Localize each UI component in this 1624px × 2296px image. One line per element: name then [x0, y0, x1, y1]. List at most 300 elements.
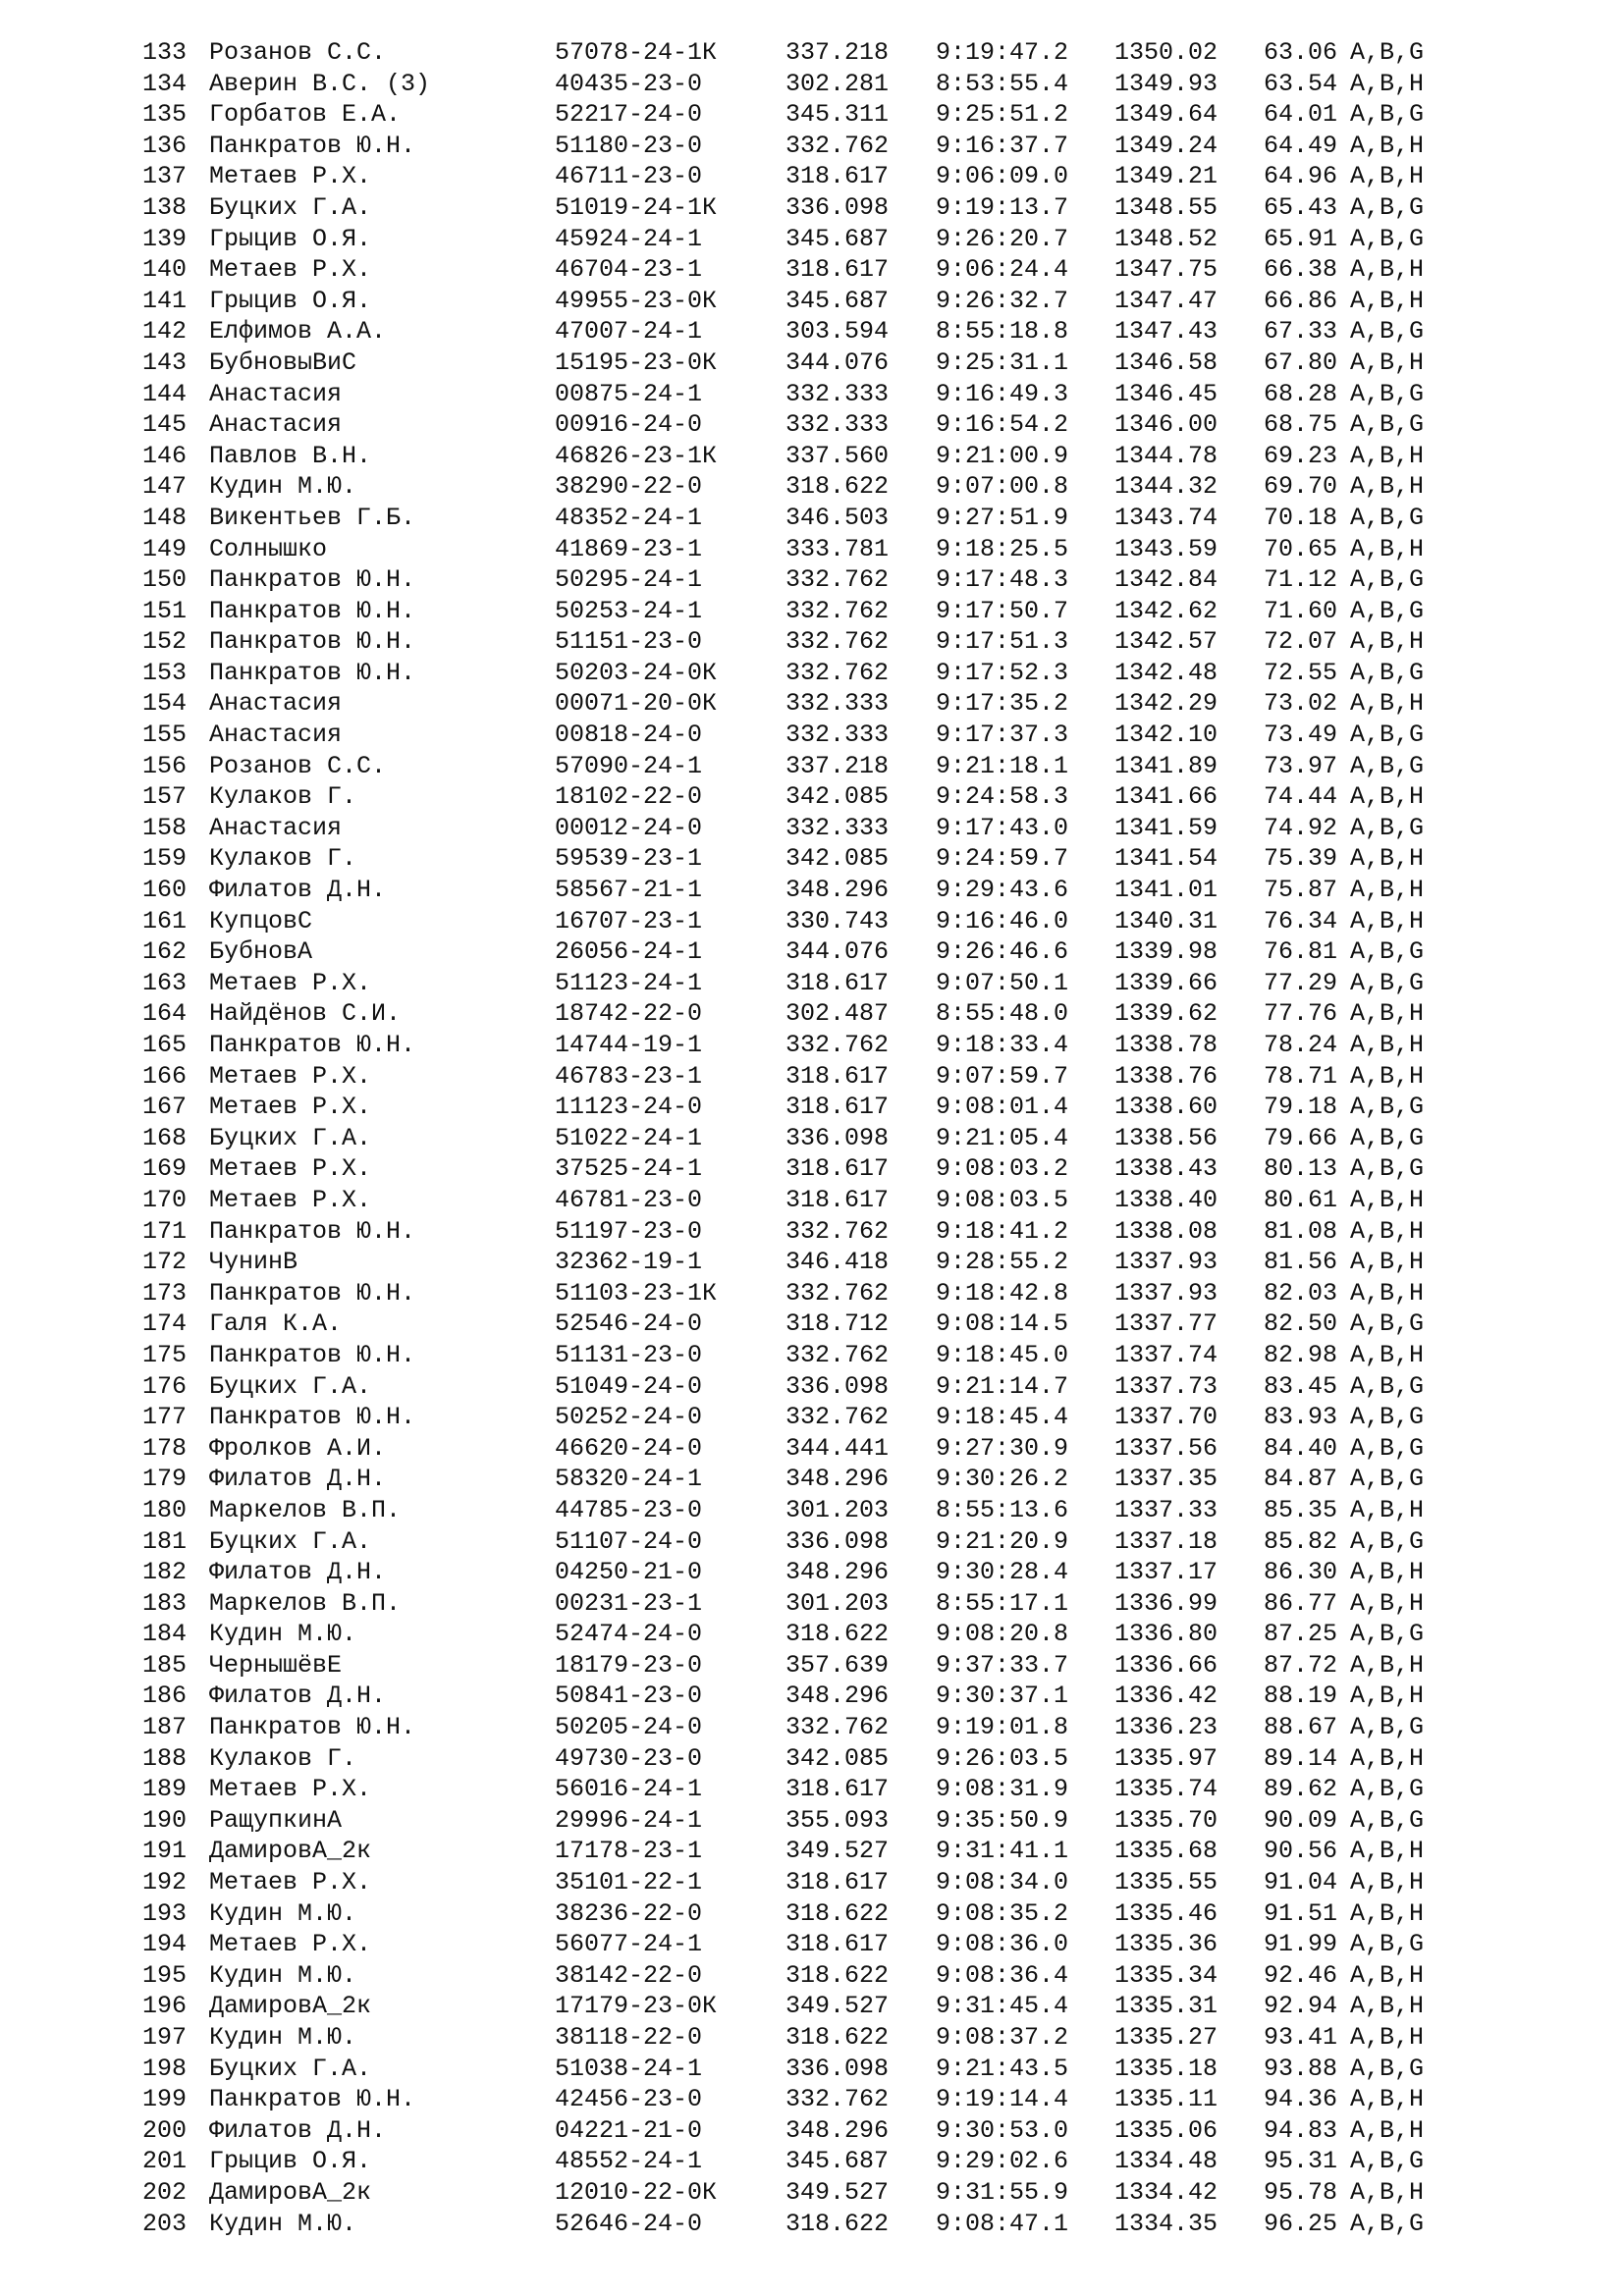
- speed-cell: 1337.70: [1114, 1403, 1218, 1432]
- name-cell: Кудин М.Ю.: [209, 1960, 357, 1990]
- position-cell: 178: [142, 1433, 188, 1463]
- position-cell: 171: [142, 1216, 188, 1246]
- ring-number-cell: 52474-24-0: [555, 1620, 703, 1649]
- points-cell: 87.25: [1264, 1620, 1338, 1649]
- category-cell: A,B,H: [1350, 2177, 1425, 2207]
- ring-number-cell: 18742-22-0: [555, 999, 703, 1029]
- name-cell: Метаев Р.Х.: [209, 1930, 372, 1959]
- name-cell: БубновА: [209, 937, 313, 967]
- points-cell: 74.92: [1264, 813, 1338, 842]
- category-cell: A,B,G: [1350, 1713, 1425, 1742]
- category-cell: A,B,G: [1350, 192, 1425, 222]
- speed-cell: 1347.47: [1114, 286, 1218, 315]
- name-cell: КупцовС: [209, 906, 313, 935]
- speed-cell: 1348.55: [1114, 192, 1218, 222]
- points-cell: 78.24: [1264, 1031, 1338, 1059]
- name-cell: Филатов Д.Н.: [209, 1558, 387, 1587]
- distance-cell: 318.617: [785, 1775, 890, 1804]
- points-cell: 82.50: [1264, 1309, 1338, 1339]
- time-cell: 9:08:03.5: [936, 1185, 1069, 1214]
- time-cell: 9:08:20.8: [936, 1620, 1069, 1649]
- points-cell: 65.91: [1264, 224, 1338, 253]
- points-cell: 81.56: [1264, 1248, 1338, 1277]
- category-cell: A,B,H: [1350, 1837, 1425, 1866]
- speed-cell: 1338.76: [1114, 1061, 1218, 1091]
- distance-cell: 332.762: [785, 565, 890, 595]
- points-cell: 79.66: [1264, 1123, 1338, 1152]
- ring-number-cell: 17179-23-0К: [555, 1992, 718, 2021]
- ring-number-cell: 51123-24-1: [555, 968, 703, 997]
- name-cell: Филатов Д.Н.: [209, 1465, 387, 1494]
- category-cell: A,B,H: [1350, 347, 1425, 377]
- name-cell: Найдёнов С.И.: [209, 999, 402, 1029]
- position-cell: 191: [142, 1837, 188, 1866]
- ring-number-cell: 26056-24-1: [555, 937, 703, 967]
- points-cell: 81.08: [1264, 1216, 1338, 1246]
- position-cell: 136: [142, 131, 188, 160]
- points-cell: 94.36: [1264, 2085, 1338, 2114]
- distance-cell: 318.617: [785, 1930, 890, 1959]
- category-cell: A,B,G: [1350, 596, 1425, 625]
- category-cell: A,B,G: [1350, 1123, 1425, 1152]
- category-cell: A,B,G: [1350, 1620, 1425, 1649]
- time-cell: 9:19:47.2: [936, 38, 1069, 67]
- name-cell: Панкратов Ю.Н.: [209, 2085, 416, 2114]
- category-cell: A,B,H: [1350, 627, 1425, 657]
- time-cell: 9:29:43.6: [936, 876, 1069, 905]
- category-cell: A,B,H: [1350, 1650, 1425, 1680]
- category-cell: A,B,H: [1350, 1061, 1425, 1091]
- ring-number-cell: 00012-24-0: [555, 813, 703, 842]
- speed-cell: 1349.21: [1114, 162, 1218, 191]
- ring-number-cell: 48352-24-1: [555, 503, 703, 532]
- name-cell: Галя К.А.: [209, 1309, 343, 1339]
- position-cell: 179: [142, 1465, 188, 1494]
- speed-cell: 1337.74: [1114, 1340, 1218, 1369]
- speed-cell: 1341.54: [1114, 844, 1218, 874]
- distance-cell: 318.617: [785, 255, 890, 285]
- position-cell: 172: [142, 1248, 188, 1277]
- name-cell: Кудин М.Ю.: [209, 2023, 357, 2052]
- name-cell: Кудин М.Ю.: [209, 1898, 357, 1928]
- points-cell: 82.03: [1264, 1278, 1338, 1308]
- speed-cell: 1336.80: [1114, 1620, 1218, 1649]
- time-cell: 9:18:42.8: [936, 1278, 1069, 1308]
- time-cell: 9:21:18.1: [936, 751, 1069, 780]
- distance-cell: 332.762: [785, 1713, 890, 1742]
- time-cell: 9:07:50.1: [936, 968, 1069, 997]
- speed-cell: 1335.97: [1114, 1743, 1218, 1773]
- points-cell: 75.39: [1264, 844, 1338, 874]
- speed-cell: 1335.70: [1114, 1805, 1218, 1835]
- points-cell: 64.49: [1264, 131, 1338, 160]
- category-cell: A,B,G: [1350, 1775, 1425, 1804]
- points-cell: 72.55: [1264, 658, 1338, 687]
- time-cell: 9:08:47.1: [936, 2209, 1069, 2238]
- speed-cell: 1339.98: [1114, 937, 1218, 967]
- points-cell: 76.34: [1264, 906, 1338, 935]
- category-cell: A,B,G: [1350, 1433, 1425, 1463]
- points-cell: 67.80: [1264, 347, 1338, 377]
- ring-number-cell: 50205-24-0: [555, 1713, 703, 1742]
- points-cell: 69.23: [1264, 441, 1338, 470]
- category-cell: A,B,H: [1350, 1340, 1425, 1369]
- time-cell: 9:18:33.4: [936, 1031, 1069, 1059]
- ring-number-cell: 51103-23-1К: [555, 1278, 718, 1308]
- distance-cell: 318.617: [785, 162, 890, 191]
- points-cell: 91.04: [1264, 1868, 1338, 1897]
- category-cell: A,B,G: [1350, 1309, 1425, 1339]
- category-cell: A,B,H: [1350, 255, 1425, 285]
- name-cell: Буцких Г.А.: [209, 2054, 372, 2083]
- ring-number-cell: 15195-23-0К: [555, 347, 718, 377]
- time-cell: 9:31:45.4: [936, 1992, 1069, 2021]
- time-cell: 9:28:55.2: [936, 1248, 1069, 1277]
- name-cell: Кулаков Г.: [209, 844, 357, 874]
- points-cell: 66.86: [1264, 286, 1338, 315]
- speed-cell: 1342.84: [1114, 565, 1218, 595]
- ring-number-cell: 18179-23-0: [555, 1650, 703, 1680]
- position-cell: 158: [142, 813, 188, 842]
- points-cell: 85.35: [1264, 1495, 1338, 1524]
- distance-cell: 332.762: [785, 1216, 890, 1246]
- ring-number-cell: 57078-24-1К: [555, 38, 718, 67]
- speed-cell: 1335.55: [1114, 1868, 1218, 1897]
- speed-cell: 1335.27: [1114, 2023, 1218, 2052]
- distance-cell: 332.333: [785, 813, 890, 842]
- time-cell: 9:17:51.3: [936, 627, 1069, 657]
- ring-number-cell: 50253-24-1: [555, 596, 703, 625]
- distance-cell: 336.098: [785, 1371, 890, 1401]
- name-cell: Викентьев Г.Б.: [209, 503, 416, 532]
- points-cell: 96.25: [1264, 2209, 1338, 2238]
- points-cell: 71.12: [1264, 565, 1338, 595]
- ring-number-cell: 50203-24-0К: [555, 658, 718, 687]
- distance-cell: 344.441: [785, 1433, 890, 1463]
- position-cell: 143: [142, 347, 188, 377]
- points-cell: 77.76: [1264, 999, 1338, 1029]
- category-cell: A,B,G: [1350, 1371, 1425, 1401]
- position-cell: 202: [142, 2177, 188, 2207]
- distance-cell: 337.218: [785, 751, 890, 780]
- category-cell: A,B,H: [1350, 1031, 1425, 1059]
- points-cell: 73.49: [1264, 721, 1338, 750]
- name-cell: Метаев Р.Х.: [209, 162, 372, 191]
- position-cell: 148: [142, 503, 188, 532]
- time-cell: 9:30:37.1: [936, 1682, 1069, 1711]
- category-cell: A,B,H: [1350, 1185, 1425, 1214]
- points-cell: 78.71: [1264, 1061, 1338, 1091]
- position-cell: 200: [142, 2115, 188, 2145]
- category-cell: A,B,H: [1350, 1216, 1425, 1246]
- time-cell: 9:24:58.3: [936, 782, 1069, 812]
- time-cell: 9:16:49.3: [936, 379, 1069, 408]
- speed-cell: 1335.34: [1114, 1960, 1218, 1990]
- time-cell: 9:19:01.8: [936, 1713, 1069, 1742]
- ring-number-cell: 00818-24-0: [555, 721, 703, 750]
- speed-cell: 1342.29: [1114, 689, 1218, 719]
- name-cell: Грыцив О.Я.: [209, 286, 372, 315]
- speed-cell: 1337.17: [1114, 1558, 1218, 1587]
- speed-cell: 1337.77: [1114, 1309, 1218, 1339]
- speed-cell: 1344.78: [1114, 441, 1218, 470]
- time-cell: 9:17:43.0: [936, 813, 1069, 842]
- category-cell: A,B,G: [1350, 1930, 1425, 1959]
- distance-cell: 355.093: [785, 1805, 890, 1835]
- category-cell: A,B,H: [1350, 534, 1425, 563]
- name-cell: Горбатов Е.А.: [209, 100, 402, 130]
- name-cell: Филатов Д.Н.: [209, 876, 387, 905]
- position-cell: 190: [142, 1805, 188, 1835]
- name-cell: БубновыВиС: [209, 347, 357, 377]
- name-cell: Кудин М.Ю.: [209, 1620, 357, 1649]
- position-cell: 181: [142, 1526, 188, 1556]
- category-cell: A,B,G: [1350, 968, 1425, 997]
- speed-cell: 1347.75: [1114, 255, 1218, 285]
- ring-number-cell: 40435-23-0: [555, 69, 703, 98]
- time-cell: 9:37:33.7: [936, 1650, 1069, 1680]
- time-cell: 9:17:37.3: [936, 721, 1069, 750]
- points-cell: 73.02: [1264, 689, 1338, 719]
- category-cell: A,B,H: [1350, 1278, 1425, 1308]
- points-cell: 75.87: [1264, 876, 1338, 905]
- speed-cell: 1341.01: [1114, 876, 1218, 905]
- distance-cell: 318.622: [785, 1960, 890, 1990]
- name-cell: Анастасия: [209, 813, 343, 842]
- speed-cell: 1336.99: [1114, 1588, 1218, 1618]
- distance-cell: 342.085: [785, 1743, 890, 1773]
- category-cell: A,B,H: [1350, 782, 1425, 812]
- time-cell: 9:19:13.7: [936, 192, 1069, 222]
- points-cell: 65.43: [1264, 192, 1338, 222]
- distance-cell: 301.203: [785, 1588, 890, 1618]
- position-cell: 156: [142, 751, 188, 780]
- name-cell: Филатов Д.Н.: [209, 2115, 387, 2145]
- points-cell: 87.72: [1264, 1650, 1338, 1680]
- time-cell: 9:17:35.2: [936, 689, 1069, 719]
- position-cell: 137: [142, 162, 188, 191]
- distance-cell: 332.762: [785, 2085, 890, 2114]
- position-cell: 169: [142, 1154, 188, 1184]
- points-cell: 88.67: [1264, 1713, 1338, 1742]
- ring-number-cell: 45924-24-1: [555, 224, 703, 253]
- points-cell: 68.75: [1264, 410, 1338, 440]
- ring-number-cell: 37525-24-1: [555, 1154, 703, 1184]
- ring-number-cell: 46781-23-0: [555, 1185, 703, 1214]
- distance-cell: 348.296: [785, 1682, 890, 1711]
- time-cell: 9:17:52.3: [936, 658, 1069, 687]
- distance-cell: 332.762: [785, 1031, 890, 1059]
- name-cell: РащупкинА: [209, 1805, 343, 1835]
- time-cell: 8:55:17.1: [936, 1588, 1069, 1618]
- name-cell: Буцких Г.А.: [209, 192, 372, 222]
- name-cell: Розанов С.С.: [209, 751, 387, 780]
- ring-number-cell: 51038-24-1: [555, 2054, 703, 2083]
- name-cell: Кулаков Г.: [209, 782, 357, 812]
- distance-cell: 344.076: [785, 937, 890, 967]
- name-cell: Анастасия: [209, 379, 343, 408]
- distance-cell: 345.687: [785, 224, 890, 253]
- name-cell: Панкратов Ю.Н.: [209, 1216, 416, 1246]
- category-cell: A,B,H: [1350, 876, 1425, 905]
- name-cell: Аверин В.С. (3): [209, 69, 431, 98]
- points-cell: 93.88: [1264, 2054, 1338, 2083]
- name-cell: Панкратов Ю.Н.: [209, 1713, 416, 1742]
- distance-cell: 332.762: [785, 1403, 890, 1432]
- time-cell: 9:27:30.9: [936, 1433, 1069, 1463]
- name-cell: Панкратов Ю.Н.: [209, 627, 416, 657]
- time-cell: 9:24:59.7: [936, 844, 1069, 874]
- position-cell: 149: [142, 534, 188, 563]
- speed-cell: 1335.11: [1114, 2085, 1218, 2114]
- name-cell: Панкратов Ю.Н.: [209, 596, 416, 625]
- time-cell: 9:18:45.0: [936, 1340, 1069, 1369]
- category-cell: A,B,G: [1350, 2054, 1425, 2083]
- time-cell: 9:26:03.5: [936, 1743, 1069, 1773]
- position-cell: 154: [142, 689, 188, 719]
- speed-cell: 1342.10: [1114, 721, 1218, 750]
- ring-number-cell: 51180-23-0: [555, 131, 703, 160]
- category-cell: A,B,H: [1350, 1682, 1425, 1711]
- time-cell: 9:25:31.1: [936, 347, 1069, 377]
- category-cell: A,B,H: [1350, 1868, 1425, 1897]
- time-cell: 9:21:00.9: [936, 441, 1069, 470]
- position-cell: 164: [142, 999, 188, 1029]
- name-cell: Метаев Р.Х.: [209, 1868, 372, 1897]
- points-cell: 74.44: [1264, 782, 1338, 812]
- name-cell: Метаев Р.Х.: [209, 1154, 372, 1184]
- name-cell: Кудин М.Ю.: [209, 472, 357, 502]
- name-cell: Анастасия: [209, 721, 343, 750]
- ring-number-cell: 42456-23-0: [555, 2085, 703, 2114]
- speed-cell: 1342.62: [1114, 596, 1218, 625]
- position-cell: 197: [142, 2023, 188, 2052]
- ring-number-cell: 38236-22-0: [555, 1898, 703, 1928]
- speed-cell: 1338.56: [1114, 1123, 1218, 1152]
- distance-cell: 332.762: [785, 1278, 890, 1308]
- category-cell: A,B,H: [1350, 999, 1425, 1029]
- position-cell: 135: [142, 100, 188, 130]
- speed-cell: 1337.73: [1114, 1371, 1218, 1401]
- distance-cell: 332.762: [785, 131, 890, 160]
- ring-number-cell: 17178-23-1: [555, 1837, 703, 1866]
- speed-cell: 1338.40: [1114, 1185, 1218, 1214]
- position-cell: 155: [142, 721, 188, 750]
- time-cell: 9:26:46.6: [936, 937, 1069, 967]
- points-cell: 92.46: [1264, 1960, 1338, 1990]
- name-cell: ДамировА_2к: [209, 1837, 372, 1866]
- speed-cell: 1346.45: [1114, 379, 1218, 408]
- position-cell: 134: [142, 69, 188, 98]
- position-cell: 142: [142, 317, 188, 347]
- position-cell: 189: [142, 1775, 188, 1804]
- distance-cell: 318.617: [785, 1093, 890, 1122]
- distance-cell: 336.098: [785, 1526, 890, 1556]
- time-cell: 9:17:48.3: [936, 565, 1069, 595]
- points-cell: 95.78: [1264, 2177, 1338, 2207]
- ring-number-cell: 38118-22-0: [555, 2023, 703, 2052]
- time-cell: 8:55:48.0: [936, 999, 1069, 1029]
- time-cell: 9:21:14.7: [936, 1371, 1069, 1401]
- speed-cell: 1349.93: [1114, 69, 1218, 98]
- ring-number-cell: 04250-21-0: [555, 1558, 703, 1587]
- category-cell: A,B,G: [1350, 2147, 1425, 2176]
- category-cell: A,B,G: [1350, 317, 1425, 347]
- speed-cell: 1349.24: [1114, 131, 1218, 160]
- category-cell: A,B,G: [1350, 813, 1425, 842]
- ring-number-cell: 00875-24-1: [555, 379, 703, 408]
- time-cell: 8:53:55.4: [936, 69, 1069, 98]
- points-cell: 64.96: [1264, 162, 1338, 191]
- speed-cell: 1337.33: [1114, 1495, 1218, 1524]
- distance-cell: 330.743: [785, 906, 890, 935]
- name-cell: ЧунинВ: [209, 1248, 298, 1277]
- ring-number-cell: 52646-24-0: [555, 2209, 703, 2238]
- ring-number-cell: 52546-24-0: [555, 1309, 703, 1339]
- name-cell: Кудин М.Ю.: [209, 2209, 357, 2238]
- ring-number-cell: 51107-24-0: [555, 1526, 703, 1556]
- ring-number-cell: 00916-24-0: [555, 410, 703, 440]
- category-cell: A,B,H: [1350, 69, 1425, 98]
- distance-cell: 337.560: [785, 441, 890, 470]
- distance-cell: 336.098: [785, 2054, 890, 2083]
- distance-cell: 318.622: [785, 1620, 890, 1649]
- distance-cell: 345.687: [785, 2147, 890, 2176]
- distance-cell: 348.296: [785, 876, 890, 905]
- ring-number-cell: 46826-23-1К: [555, 441, 718, 470]
- time-cell: 9:08:34.0: [936, 1868, 1069, 1897]
- points-cell: 70.65: [1264, 534, 1338, 563]
- points-cell: 85.82: [1264, 1526, 1338, 1556]
- speed-cell: 1341.89: [1114, 751, 1218, 780]
- name-cell: Маркелов В.П.: [209, 1588, 402, 1618]
- time-cell: 9:17:50.7: [936, 596, 1069, 625]
- points-cell: 83.45: [1264, 1371, 1338, 1401]
- speed-cell: 1336.23: [1114, 1713, 1218, 1742]
- distance-cell: 348.296: [785, 1465, 890, 1494]
- points-cell: 77.29: [1264, 968, 1338, 997]
- category-cell: A,B,H: [1350, 131, 1425, 160]
- distance-cell: 318.617: [785, 1061, 890, 1091]
- speed-cell: 1350.02: [1114, 38, 1218, 67]
- category-cell: A,B,H: [1350, 1495, 1425, 1524]
- ring-number-cell: 49955-23-0К: [555, 286, 718, 315]
- time-cell: 9:30:28.4: [936, 1558, 1069, 1587]
- category-cell: A,B,G: [1350, 1093, 1425, 1122]
- speed-cell: 1335.74: [1114, 1775, 1218, 1804]
- position-cell: 161: [142, 906, 188, 935]
- category-cell: A,B,H: [1350, 162, 1425, 191]
- position-cell: 177: [142, 1403, 188, 1432]
- category-cell: A,B,H: [1350, 472, 1425, 502]
- position-cell: 186: [142, 1682, 188, 1711]
- points-cell: 80.13: [1264, 1154, 1338, 1184]
- distance-cell: 303.594: [785, 317, 890, 347]
- distance-cell: 336.098: [785, 192, 890, 222]
- position-cell: 185: [142, 1650, 188, 1680]
- distance-cell: 332.333: [785, 721, 890, 750]
- position-cell: 152: [142, 627, 188, 657]
- time-cell: 9:18:25.5: [936, 534, 1069, 563]
- ring-number-cell: 51019-24-1К: [555, 192, 718, 222]
- speed-cell: 1335.31: [1114, 1992, 1218, 2021]
- ring-number-cell: 41869-23-1: [555, 534, 703, 563]
- name-cell: Панкратов Ю.Н.: [209, 1031, 416, 1059]
- position-cell: 182: [142, 1558, 188, 1587]
- distance-cell: 345.687: [785, 286, 890, 315]
- speed-cell: 1335.06: [1114, 2115, 1218, 2145]
- points-cell: 89.62: [1264, 1775, 1338, 1804]
